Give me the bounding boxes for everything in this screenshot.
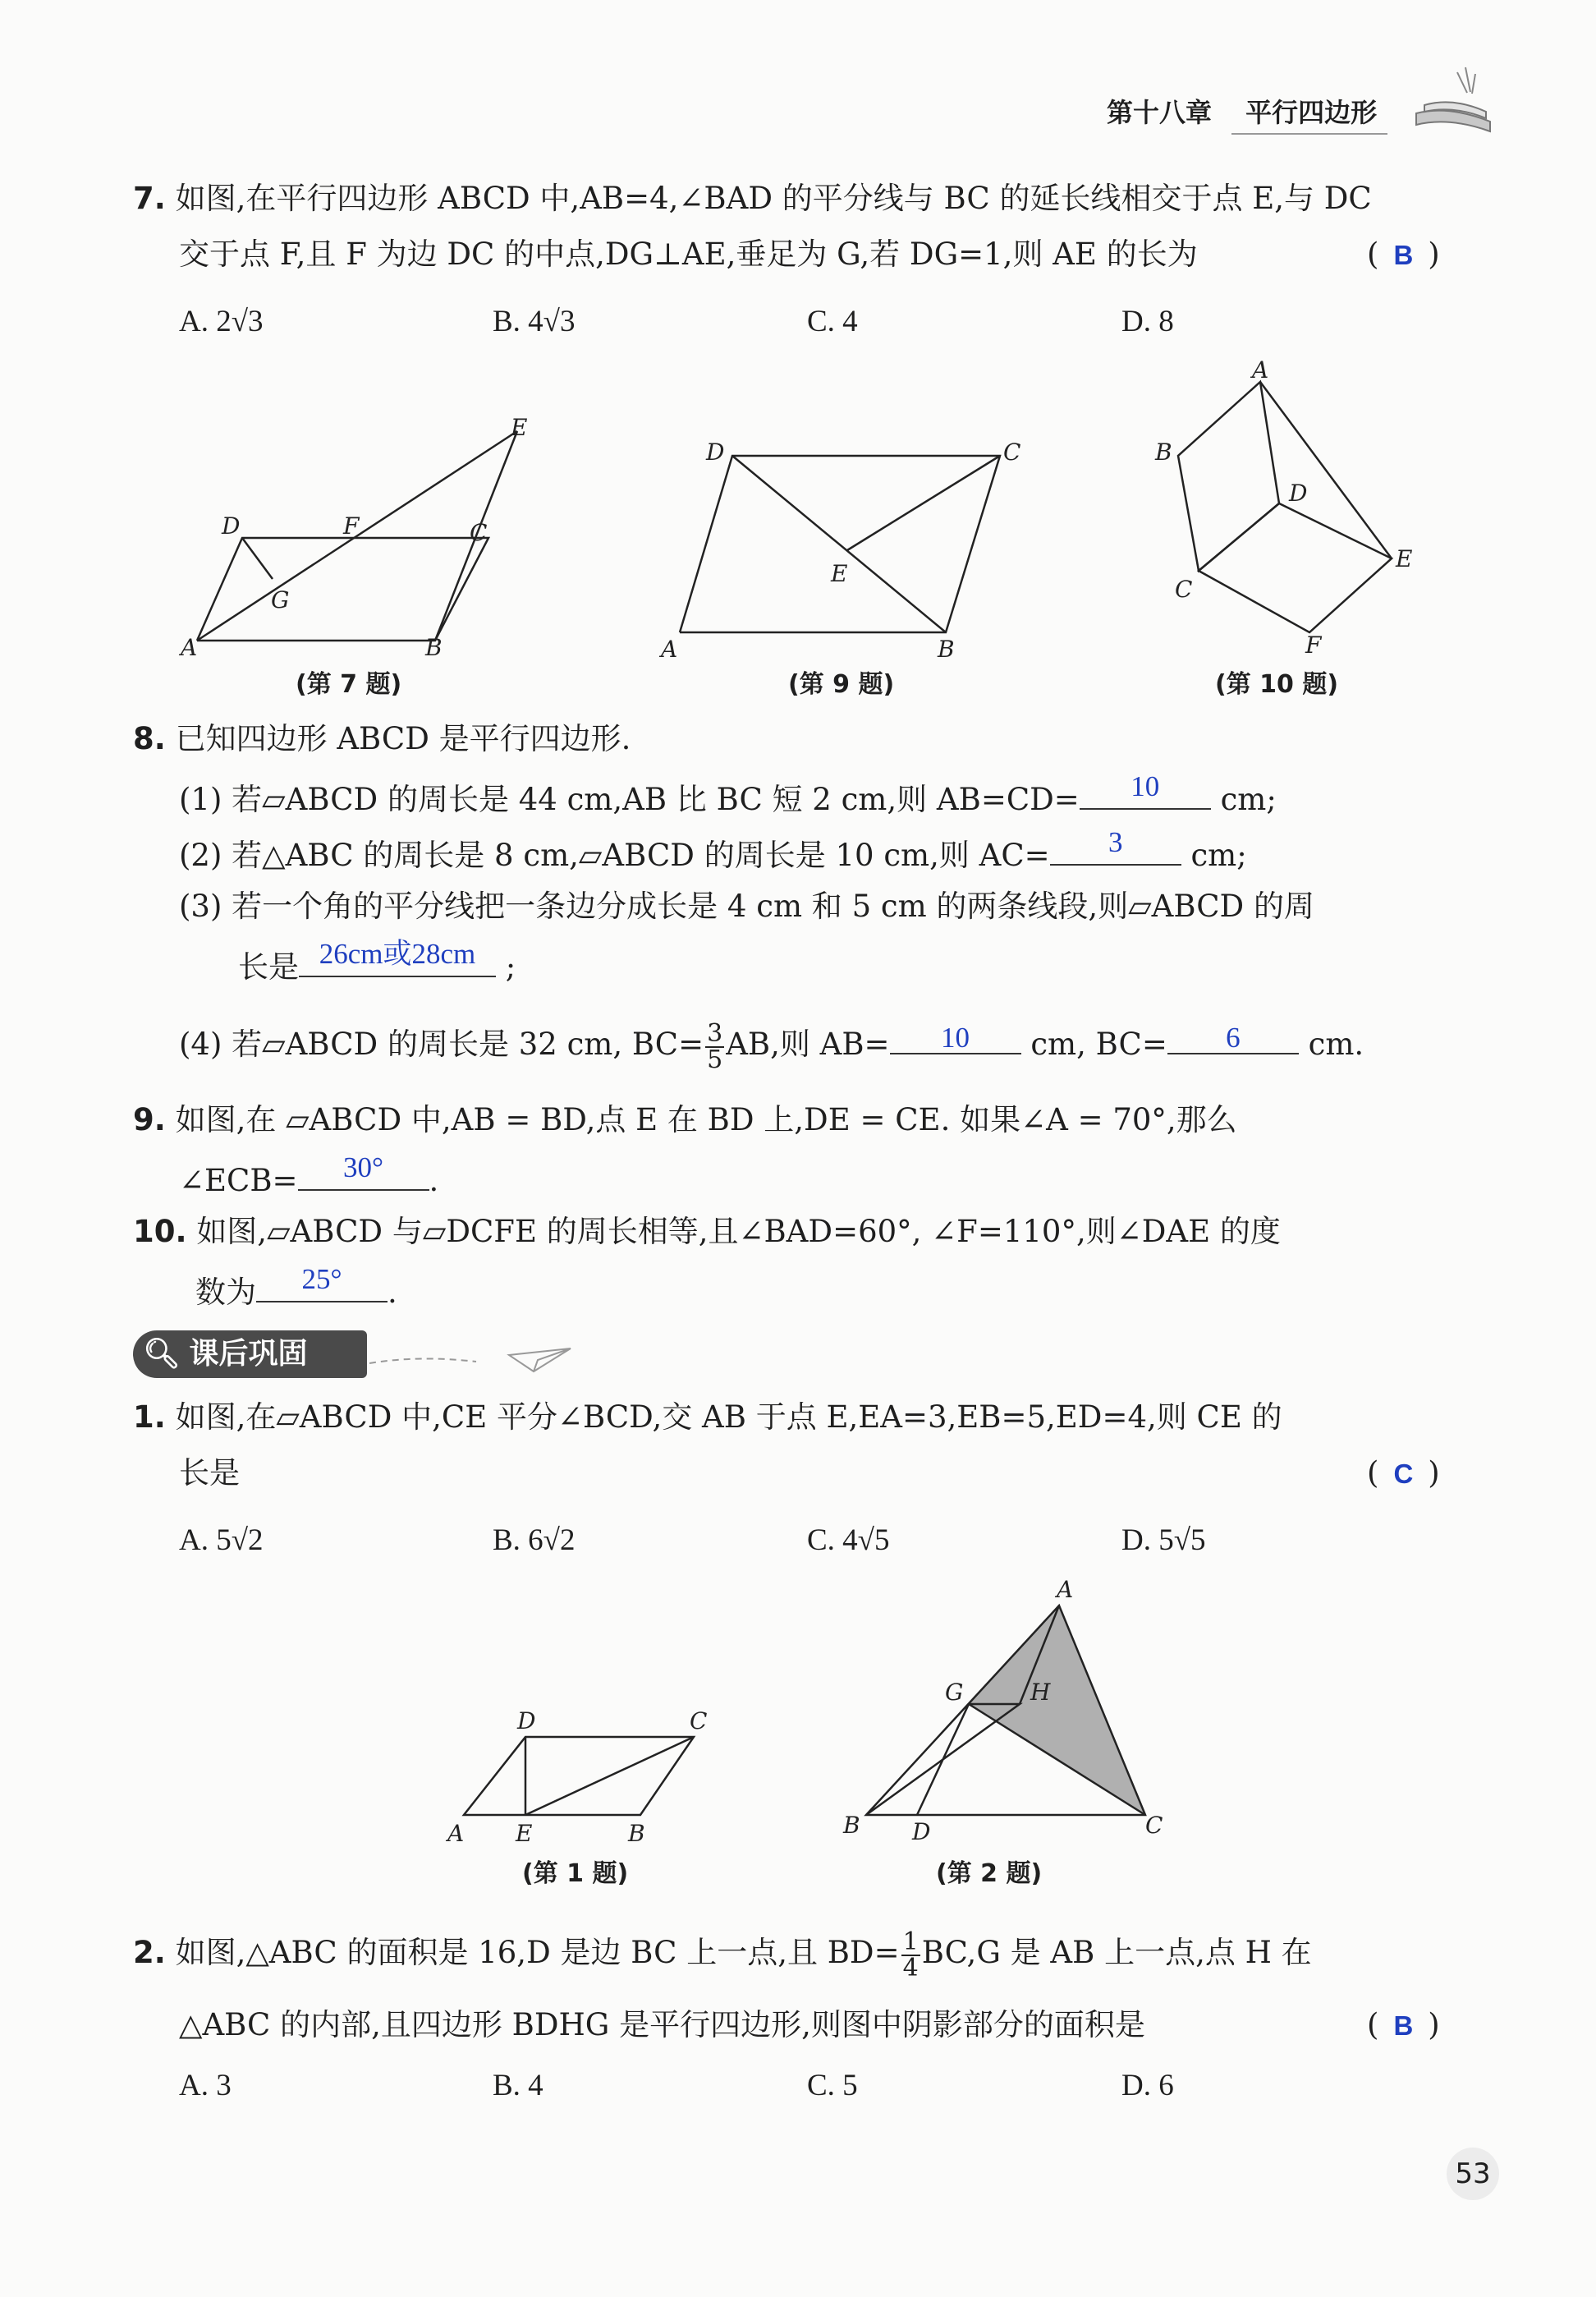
h1-option-b: B. 6√2 [493,1523,576,1557]
h2-label-c: C [1145,1812,1163,1839]
f10-label-b: B [1155,439,1172,466]
f10-label-e: E [1396,545,1413,572]
figure-h2 [833,1577,1178,1848]
h1-line2: 长是 [179,1455,240,1491]
h1-label-c: C [690,1707,708,1734]
h2-option-c: C. 5 [807,2069,858,2102]
q8-part3-line2: 长是 26cm或28cm ; [238,943,516,987]
q8-part3-blank [299,938,496,977]
q10-figure-caption: (第 10 题) [1215,670,1339,699]
h2-option-a: A. 3 [179,2069,232,2102]
f9-label-e: E [831,560,848,587]
h1-figure-caption: (第 1 题) [522,1859,629,1888]
h2-answer: B [1393,2010,1414,2041]
h1-option-c: C. 4√5 [807,1523,890,1557]
h2-label-d: D [912,1818,931,1845]
h1-answer: C [1393,1459,1414,1489]
q8-part4-blank1 [890,1020,1021,1054]
h2-fraction: $\frac{1}{4}$ [902,1927,919,1982]
q8-part4-fraction: $\frac{3}{5}$ [707,1018,723,1074]
q9-line1: 9. 如图,在 ▱ABCD 中,AB = BD,点 E 在 BD 上,DE = CE. 如果∠A = 70°,那么 [133,1102,1237,1137]
q7-option-d: D. 8 [1121,305,1174,338]
q7-option-c: C. 4 [807,305,858,338]
f9-label-c: C [1003,439,1021,466]
book-icon [1408,56,1498,138]
q8-part1-answer: 10 [1130,770,1160,802]
q8-part2-answer: 3 [1108,826,1123,858]
h1-option-d: D. 5√5 [1121,1523,1206,1557]
figure-q7 [164,411,542,657]
section-header [133,1330,367,1378]
q10-answer: 25° [301,1263,342,1295]
f7-label-c: C [470,519,488,546]
h2-line1: 2. 如图,△ABC 的面积是 16,D 是边 BC 上一点,且 BD= $\frac{1}{4}$ BC,G 是 AB 上一点,点 H 在 [133,1927,1312,1982]
page-number: 53 [1447,2148,1499,2200]
chapter-header [1107,92,1377,130]
q9-answer: 30° [343,1151,384,1183]
h1-label-b: B [628,1820,645,1847]
chapter-title: 平行四边形 [1245,97,1378,128]
q8-part4-blank2 [1167,1020,1299,1054]
f9-label-a: A [661,636,678,663]
q10-line1: 10. 如图,▱ABCD 与▱DCFE 的周长相等,且∠BAD=60°, ∠F=110°,则∠DAE 的度 [133,1214,1281,1249]
f10-label-c: C [1175,576,1193,603]
f7-label-b: B [425,634,443,657]
paper-plane-icon [369,1330,583,1380]
h1-answer-paren: ( C ) [1367,1455,1440,1491]
h1-label-d: D [517,1707,536,1734]
q8-part3-line1: (3) 若一个角的平分线把一条边分成长是 4 cm 和 5 cm 的两条线段,则▱ABCD 的周 [179,889,1314,924]
h2-label-a: A [1057,1577,1074,1603]
f10-label-a: A [1252,357,1269,384]
f10-label-d: D [1289,480,1308,507]
f7-label-a: A [181,634,198,657]
chapter-label: 第十八章 [1107,97,1213,128]
q8-part4-answer1: 10 [941,1022,970,1054]
f7-label-d: D [222,512,241,540]
figure-h1 [443,1700,722,1848]
q9-figure-caption: (第 9 题) [788,670,895,699]
h2-line2: △ABC 的内部,且四边形 BDHG 是平行四边形,则图中阴影部分的面积是 [179,2007,1145,2042]
q9-blank [298,1151,429,1191]
f9-label-b: B [938,636,955,663]
q8-part4: (4) 若▱ABCD 的周长是 32 cm, BC= $\frac{3}{5}$ AB,则 AB= 10 cm, BC= 6 cm. [179,1018,1364,1073]
q8-stem: 8. 已知四边形 ABCD 是平行四边形. [133,721,631,756]
f7-label-f: F [343,512,360,540]
h2-label-g: G [945,1679,964,1706]
h2-figure-caption: (第 2 题) [936,1859,1043,1888]
section-title: 课后巩固 [189,1337,308,1371]
q8-part2: (2) 若△ABC 的周长是 8 cm,▱ABCD 的周长是 10 cm,则 AC= 3 cm; [179,831,1247,875]
h2-option-b: B. 4 [493,2069,543,2102]
q8-part2-blank [1050,826,1181,866]
f9-label-d: D [706,439,725,466]
q7-line2: 交于点 F,且 F 为边 DC 的中点,DG⊥AE,垂足为 G,若 DG=1,则 AE 的长为 [179,237,1198,272]
header-rule [1231,133,1387,135]
f7-label-e: E [511,414,528,441]
q8-part1: (1) 若▱ABCD 的周长是 44 cm,AB 比 BC 短 2 cm,则 AB=CD= 10 cm; [179,775,1277,820]
q7-answer-paren: ( B ) [1367,237,1440,272]
h1-option-a: A. 5√2 [179,1523,264,1557]
h2-answer-paren: ( B ) [1367,2007,1440,2042]
q8-part3-answer: 26cm或28cm [319,938,476,970]
q7-figure-caption: (第 7 题) [296,670,402,699]
q7-option-a: A. 2√3 [179,305,264,338]
q7-option-b: B. 4√3 [493,305,576,338]
h1-line1: 1. 如图,在▱ABCD 中,CE 平分∠BCD,交 AB 于点 E,EA=3,EB=5,ED=4,则 CE 的 [133,1399,1282,1435]
q10-line2: 数为 25° . [195,1268,397,1312]
f10-label-f: F [1305,632,1322,659]
q7-line1: 7. 如图,在平行四边形 ABCD 中,AB=4,∠BAD 的平分线与 BC 的延长线相交于点 E,与 DC [133,181,1372,216]
figure-q10 [1145,357,1441,669]
h2-shaded-region [969,1606,1145,1815]
h2-label-b: B [843,1812,860,1839]
h2-label-h: H [1030,1679,1051,1706]
q7-answer: B [1393,240,1414,270]
f7-label-g: G [271,586,290,613]
q8-part4-answer2: 6 [1226,1022,1241,1054]
q8-part1-blank [1080,770,1211,810]
q9-line2: ∠ECB= 30° . [179,1156,438,1201]
h1-label-e: E [516,1820,533,1847]
magnifier-icon: 🔍︎ [143,1337,181,1371]
figure-q9 [657,435,1034,665]
h2-option-d: D. 6 [1121,2069,1174,2102]
h1-label-a: A [447,1820,465,1847]
